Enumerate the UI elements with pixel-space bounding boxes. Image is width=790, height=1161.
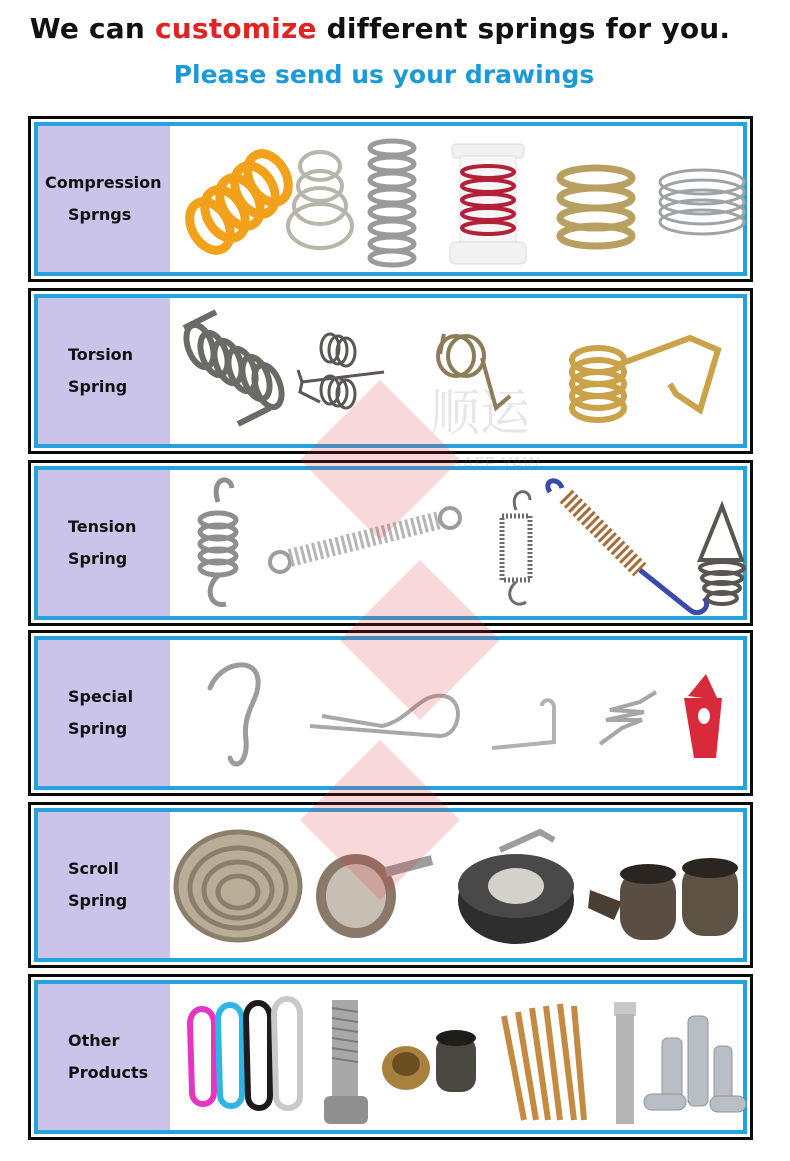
long-extension-spring-icon bbox=[270, 508, 460, 572]
product-images bbox=[170, 298, 743, 444]
product-images bbox=[170, 984, 743, 1130]
category-special bbox=[28, 630, 753, 796]
headline-highlight: customize bbox=[154, 12, 317, 45]
hex-bolt-icon bbox=[324, 1000, 368, 1124]
category-tension bbox=[28, 460, 753, 626]
red-spring-on-spool-icon bbox=[450, 144, 526, 264]
hook-tension-spring-icon bbox=[200, 480, 236, 605]
product-images bbox=[170, 812, 743, 958]
category-label: Scroll Spring bbox=[38, 812, 170, 958]
category-other bbox=[28, 974, 753, 1140]
silver-conical-spring-icon bbox=[288, 152, 352, 248]
s-hook-icon bbox=[210, 665, 258, 764]
wire-form-icon bbox=[492, 700, 554, 748]
blue-titanium-tension-spring-icon bbox=[548, 481, 707, 613]
bracket-scroll-spring-icon bbox=[588, 858, 738, 940]
single-torsion-spring-icon bbox=[438, 334, 510, 408]
headline-post: different springs for you. bbox=[326, 12, 731, 45]
category-label: Tension Spring bbox=[38, 470, 170, 616]
brass-compression-spring-icon bbox=[560, 168, 632, 246]
gold-torsion-spring-icon bbox=[572, 338, 718, 420]
wave-spring-icon bbox=[660, 170, 744, 234]
category-label: Special Spring bbox=[38, 640, 170, 786]
chrome-compression-spring-icon bbox=[370, 141, 414, 265]
bushings-icon bbox=[382, 1030, 476, 1092]
category-scroll bbox=[28, 802, 753, 968]
category-torsion bbox=[28, 288, 753, 454]
headline-pre: We can bbox=[29, 12, 146, 45]
product-images bbox=[170, 126, 743, 272]
zigzag-wire-icon bbox=[600, 692, 656, 744]
product-images bbox=[170, 470, 743, 616]
page-subtitle: Please send us your drawings bbox=[173, 60, 595, 89]
small-double-torsion-spring-icon bbox=[298, 334, 384, 408]
small-scroll-spring-icon bbox=[316, 854, 432, 938]
r-clip-icon bbox=[310, 696, 458, 736]
triangle-hook-spring-icon bbox=[700, 506, 744, 604]
category-label: Torsion Spring bbox=[38, 298, 170, 444]
large-scroll-spring-icon bbox=[176, 832, 300, 940]
category-label: Compression Sprngs bbox=[38, 126, 170, 272]
red-clip-icon bbox=[684, 674, 722, 758]
page-headline bbox=[0, 12, 760, 45]
small-tension-spring-icon bbox=[502, 492, 530, 604]
pin-icon bbox=[614, 1002, 636, 1124]
double-torsion-spring-icon bbox=[181, 312, 287, 424]
carabiner-hooks-icon bbox=[190, 999, 300, 1108]
product-images bbox=[170, 640, 743, 786]
orange-compression-spring-icon bbox=[181, 146, 296, 257]
black-coil-spring-icon bbox=[458, 832, 574, 944]
dowel-pins-icon bbox=[644, 1016, 746, 1112]
drill-bits-icon bbox=[504, 1004, 584, 1120]
category-label: Other Products bbox=[38, 984, 170, 1130]
category-compression bbox=[28, 116, 753, 282]
